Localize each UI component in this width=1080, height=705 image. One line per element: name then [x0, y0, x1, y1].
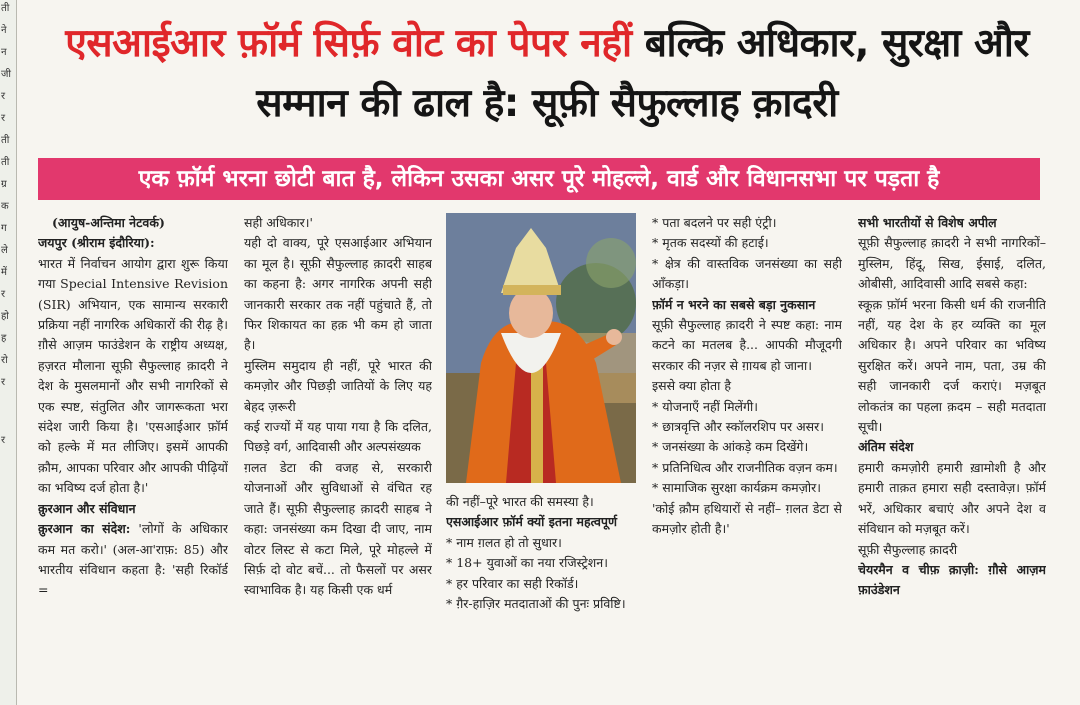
- headline-red-part: एसआईआर फ़ॉर्म सिर्फ़ वोट का पेपर नहीं: [65, 21, 632, 66]
- paragraph: इससे क्या होता है: [652, 378, 732, 394]
- headline-black-part: बल्कि अधिकार, सुरक्षा और सम्मान की ढाल है: सूफ़ी सैफुल्लाह क़ादरी: [256, 21, 1029, 126]
- paragraph: स्कूक़ फ़ॉर्म भरना किसी धर्म की राजनीति नहीं, यह देश के हर व्यक्ति का मूल अधिकार है। अपने परिवार का भविष्य सुरक्षित करें। अपने नाम, पता, उम्र की सही जानकारी दर्ज कराएं। मज़बूत लोकतंत्र का पहला क़दम – सही मतदाता सूची।: [858, 296, 1046, 435]
- strip-word: में: [1, 267, 7, 278]
- paragraph: भारत में निर्वाचन आयोग द्वारा शुरू किया गया Special Intensive Revision (SIR) अभियान, एक सामान्य सरकारी प्रक्रिया नहीं नागरिक अधिकारों की रीढ़ है। ग़ौसे आज़म फाउंडेशन के राष्ट्रीय अध्यक्ष, हज़रत मौलाना सूफ़ी सैफुल्लाह क़ादरी ने देश के मुसलमानों और सभी नागरिकों से एक स्पष्ट, संतुलित और जागरूकता भरा संदेश जारी किया है। 'एसआईआर फ़ॉर्म को हल्के में मत लीजिए। इसमें आपकी क़ौम, आपका परिवार और आपकी पीढ़ियों का भविष्य दर्ज होता है।': [38, 255, 228, 496]
- strip-word: ह: [1, 333, 7, 344]
- sufi-saifullah-qadri-photo: [446, 213, 636, 483]
- headline: [22, 14, 1072, 134]
- strip-word: र: [1, 289, 6, 300]
- strip-word: रो: [1, 355, 8, 366]
- list-item: * पता बदलने पर सही एंट्री।: [652, 215, 777, 230]
- strip-word: ने: [1, 25, 7, 36]
- adjacent-column-strip: [0, 0, 17, 705]
- strip-word: जी: [1, 69, 12, 80]
- strip-word: ग्र: [1, 179, 7, 190]
- paragraph: सूफ़ी सैफुल्लाह क़ादरी ने सभी नागरिकों–मुस्लिम, हिंदू, सिख, ईसाई, दलित, ओबीसी, आदिवासी आदि सबसे कहा:: [858, 235, 1046, 292]
- section-heading: क़ुरआन और संविधान: [38, 500, 136, 516]
- section-heading: एसआईआर फ़ॉर्म क्यों इतना महत्वपूर्ण: [446, 514, 618, 530]
- paragraph: [38, 519, 228, 601]
- paragraph: कई राज्यों में यह पाया गया है कि दलित, पिछड़े वर्ग, आदिवासी और अल्पसंख्यक: [244, 419, 432, 455]
- paragraph: सही अधिकार।': [244, 215, 313, 230]
- list-item: * 18+ युवाओं का नया रजिस्ट्रेशन।: [446, 555, 608, 571]
- news-agency: (आयुष-अन्तिमा नेटवर्क): [52, 215, 165, 230]
- quote: 'कोई क़ौम हथियारों से नहीं– ग़लत डेटा से कमज़ोर होती है।': [652, 500, 842, 537]
- section-heading: अंतिम संदेश: [858, 439, 914, 455]
- paragraph: ग़लत डेटा की वजह से, सरकारी योजनाओं और सुविधाओं से वंचित रह जाते हैं। सूफ़ी सैफुल्लाह क़ादरी साहब ने कहा: जनसंख्या कम दिखा दी जाए, नाम वोटर लिस्ट से कटा मिले, पूरे मोहल्ले में सिर्फ़ दो वोट बचें... तो फैसलों पर असर स्वाभाविक है। यह किसी एक धर्म: [244, 459, 432, 598]
- section-heading: सभी भारतीयों से विशेष अपील: [858, 215, 997, 230]
- article-column-4: [652, 213, 842, 683]
- paragraph: की नहीं–पूरे भारत की समस्या है।: [446, 494, 594, 509]
- photo-illustration: [446, 213, 636, 483]
- list-item: * छात्रवृत्ति और स्कॉलरशिप पर असर।: [652, 419, 824, 435]
- strip-word: हो: [1, 311, 9, 322]
- paragraph: सूफ़ी सैफुल्लाह क़ादरी ने स्पष्ट कहा: नाम कटने का मतलब है... आपकी मौजूदगी सरकार की नज़र से ग़ायब हो जाना।: [652, 317, 842, 373]
- strip-word: र: [1, 435, 6, 446]
- list-item: * ग़ैर-हाज़िर मतदाताओं की पुनः प्रविष्टि।: [446, 596, 626, 612]
- lead-in: क़ुरआन का संदेश:: [38, 521, 131, 537]
- strip-word: ती: [1, 135, 10, 146]
- list-item: * हर परिवार का सही रिकॉर्ड।: [446, 575, 579, 591]
- list-item: * जनसंख्या के आंकड़े कम दिखेंगे।: [652, 439, 809, 455]
- strip-word: ती: [1, 3, 10, 14]
- strip-word: ले: [1, 245, 8, 256]
- article-column-5: [858, 213, 1046, 683]
- list-item: * सामाजिक सुरक्षा कार्यक्रम कमज़ोर।: [652, 480, 822, 496]
- signature-name: सूफ़ी सैफुल्लाह क़ादरी: [858, 541, 958, 557]
- dateline: जयपुर (श्रीराम इंदौरिया):: [38, 235, 155, 251]
- list-item: * मृतक सदस्यों की हटाई।: [652, 235, 769, 251]
- paragraph: मुस्लिम समुदाय ही नहीं, पूरे भारत की कमज़ोर और पिछड़ी जातियों के लिए यह बेहद ज़रूरी: [244, 357, 432, 414]
- list-item: * नाम ग़लत हो तो सुधार।: [446, 534, 562, 550]
- strip-word: ग: [1, 223, 7, 234]
- strip-word: र: [1, 113, 6, 124]
- strip-word: र: [1, 91, 6, 102]
- paragraph-text: 'लोगों के अधिकार कम मत करो।' (अल-आ'राफ़: 85) और भारतीय संविधान कहता है: 'सही रिकॉर्ड =: [38, 521, 228, 598]
- list-item: * क्षेत्र की वास्तविक जनसंख्या का सही आँकड़ा।: [652, 255, 842, 292]
- strip-word: ती: [1, 157, 10, 168]
- list-item: * योजनाएँ नहीं मिलेंगी।: [652, 398, 759, 414]
- strip-word: र: [1, 377, 6, 388]
- section-heading: फ़ॉर्म न भरने का सबसे बड़ा नुकसान: [652, 296, 816, 312]
- article-column-1: [38, 213, 228, 683]
- article-column-2: [244, 213, 432, 683]
- strip-word: क: [1, 201, 9, 212]
- strip-word: न: [1, 47, 7, 58]
- article-column-3: [446, 492, 636, 692]
- list-item: * प्रतिनिधित्व और राजनीतिक वज़न कम।: [652, 459, 838, 475]
- paragraph: हमारी कमज़ोरी हमारी ख़ामोशी है और हमारी ताक़त हमारा सही दस्तावेज़। फ़ॉर्म भरें, अधिकार बचाएं और अपने देश व संविधान को मज़बूत करें।: [858, 459, 1046, 537]
- paragraph: यही दो वाक्य, पूरे एसआईआर अभियान का मूल है। सूफ़ी सैफुल्लाह क़ादरी साहब का कहना है: अगर नागरिक अपनी सही जानकारी सरकार तक नहीं पहुंचाते हैं, तो फिर शिकायत का हक़ भी कम हो जाता है।: [244, 235, 432, 353]
- subheadline-banner: एक फ़ॉर्म भरना छोटी बात है, लेकिन उसका असर पूरे मोहल्ले, वार्ड और विधानसभा पर पड़ता है: [38, 158, 1040, 200]
- signature-title: चेयरमैन व चीफ़ क़ाज़ी: ग़ौसे आज़म फ़ाउंडेशन: [858, 561, 1046, 598]
